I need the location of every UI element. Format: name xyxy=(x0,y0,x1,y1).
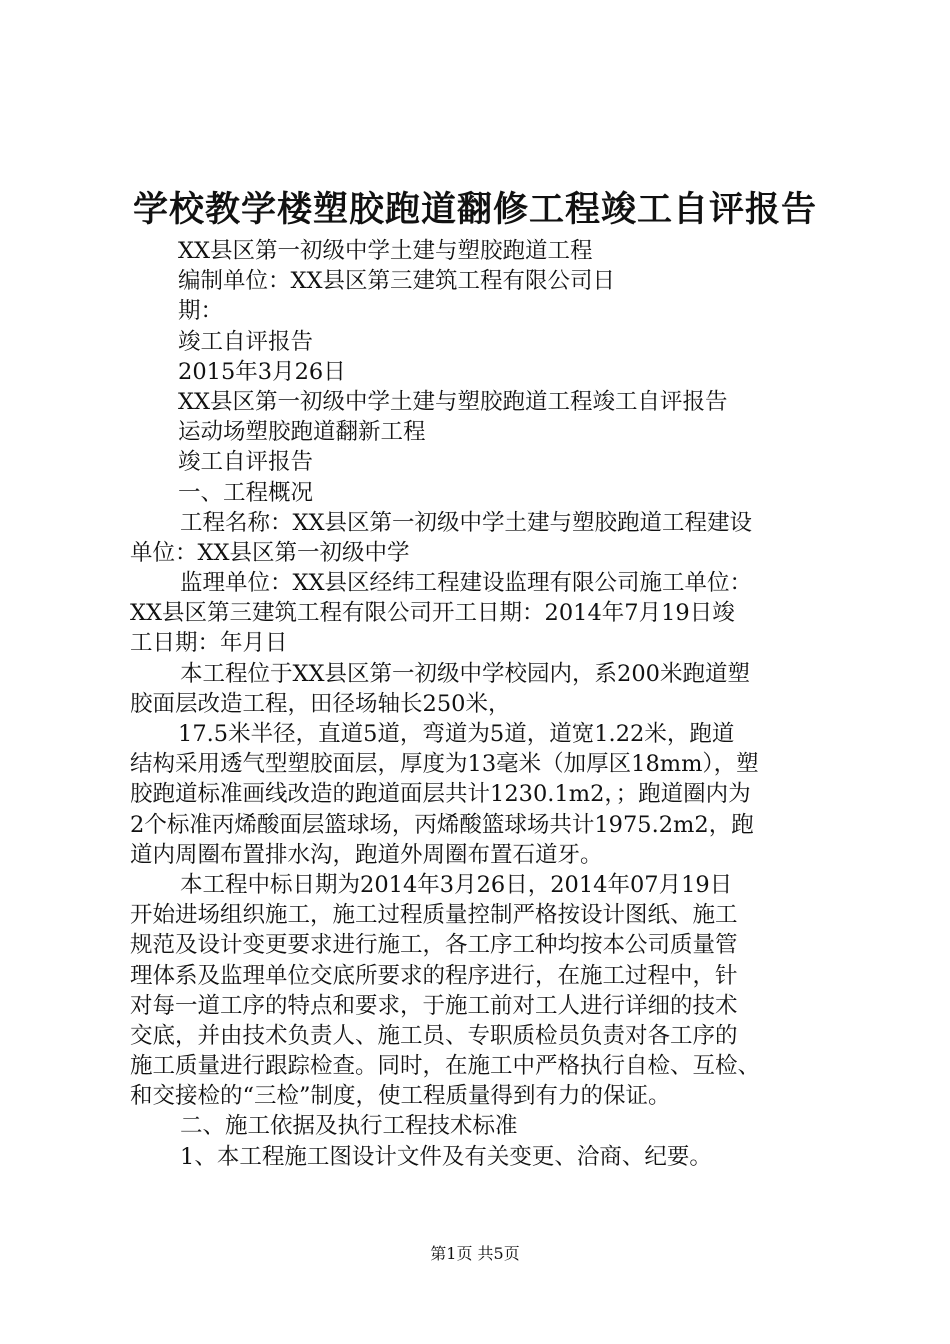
paragraph-line: 道内周圈布置排水沟，跑道外周圈布置石道牙。 xyxy=(130,841,603,868)
paragraph-line: 17.5米半径，直道5道，弯道为5道，道宽1.22米，跑道 xyxy=(178,721,735,747)
compiler-line: 编制单位：XX县区第三建筑工程有限公司日 xyxy=(178,268,616,295)
project-name-line: XX县区第一初级中学土建与塑胶跑道工程 xyxy=(178,238,593,264)
paragraph-line: 单位：XX县区第一初级中学 xyxy=(130,539,410,566)
project-type-line: 运动场塑胶跑道翻新工程 xyxy=(178,419,426,446)
section-heading-standards: 二、施工依据及执行工程技术标准 xyxy=(180,1113,518,1140)
paragraph-line: 本工程中标日期为2014年3月26日，2014年07月19日 xyxy=(180,871,733,898)
paragraph-line: 工程名称：XX县区第一初级中学土建与塑胶跑道工程建设 xyxy=(180,509,753,536)
paragraph-line: 胶面层改造工程，田径场轴长250米， xyxy=(130,690,511,717)
paragraph-line: 施工质量进行跟踪检查。同时，在施工中严格执行自检、互检、 xyxy=(130,1053,761,1080)
report-label-line-2: 竣工自评报告 xyxy=(178,449,314,476)
document-title: 学校教学楼塑胶跑道翻修工程竣工自评报告 xyxy=(132,189,817,230)
paragraph-line: 和交接检的“三检”制度，使工程质量得到有力的保证。 xyxy=(130,1083,671,1110)
paragraph-line: 规范及设计变更要求进行施工，各工序工种均按本公司质量管 xyxy=(130,932,738,959)
paragraph-line: 监理单位：XX县区经纬工程建设监理有限公司施工单位： xyxy=(180,570,753,597)
paragraph-line: 对每一道工序的特点和要求，于施工前对工人进行详细的技术 xyxy=(130,992,738,1019)
paragraph-line: 开始进场组织施工，施工过程质量控制严格按设计图纸、施工 xyxy=(130,902,738,929)
date-label-line: 期： xyxy=(178,298,224,325)
report-label-line: 竣工自评报告 xyxy=(178,328,314,355)
paragraph-line: XX县区第三建筑工程有限公司开工日期：2014年7月19日竣 xyxy=(130,600,735,627)
paragraph-line: 结构采用透气型塑胶面层，厚度为13毫米（加厚区18mm），塑 xyxy=(130,751,759,778)
paragraph-line: 1、本工程施工图设计文件及有关变更、洽商、纪要。 xyxy=(180,1143,712,1170)
page-number-footer: 第1页 共5页 xyxy=(430,1244,520,1263)
paragraph-line: 本工程位于XX县区第一初级中学校园内，系200米跑道塑 xyxy=(180,660,750,687)
report-date-line: 2015年3月26日 xyxy=(178,358,346,385)
document-body xyxy=(130,236,830,1172)
paragraph-line: 交底，并由技术负责人、施工员、专职质检员负责对各工序的 xyxy=(130,1022,738,1049)
section-heading-overview: 一、工程概况 xyxy=(178,479,314,506)
paragraph-line: 工日期：年月日 xyxy=(130,630,288,657)
paragraph-line: 2个标准丙烯酸面层篮球场，丙烯酸篮球场共计1975.2m2，跑 xyxy=(130,811,754,838)
paragraph-line: 理体系及监理单位交底所要求的程序进行，在施工过程中，针 xyxy=(130,962,738,989)
paragraph-line: 胶跑道标准画线改造的跑道面层共计1230.1m2，；跑道圈内为 xyxy=(130,781,751,808)
report-subtitle-line: XX县区第一初级中学土建与塑胶跑道工程竣工自评报告 xyxy=(178,388,728,415)
